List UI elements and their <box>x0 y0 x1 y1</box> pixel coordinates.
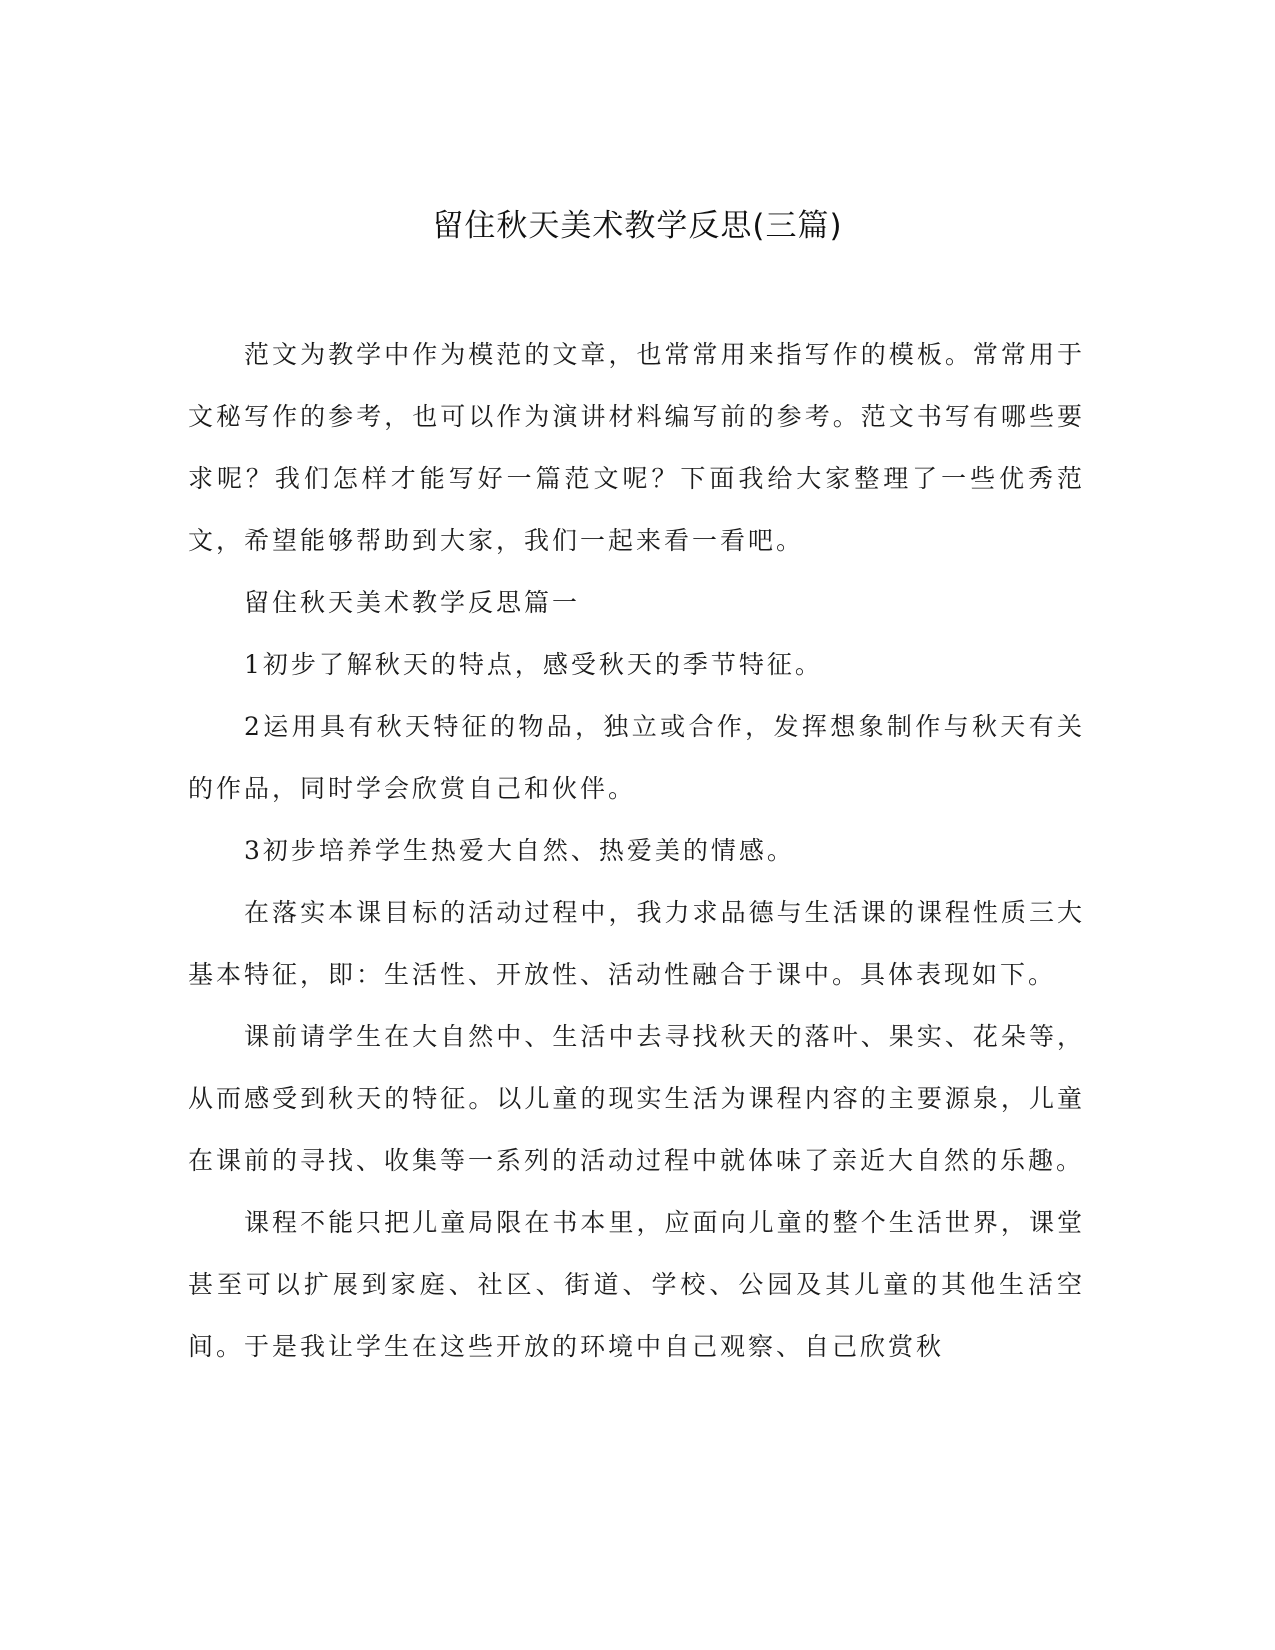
body-paragraph: 在落实本课目标的活动过程中，我力求品德与生活课的课程性质三大基本特征，即：生活性、开放性、活动性融合于课中。具体表现如下。 <box>188 898 1085 989</box>
document-body <box>188 324 1085 1378</box>
body-paragraph: 课程不能只把儿童局限在书本里，应面向儿童的整个生活世界，课堂甚至可以扩展到家庭、社区、街道、学校、公园及其儿童的其他生活空间。于是我让学生在这些开放的环境中自己观察、自己欣赏秋 <box>188 1208 1085 1361</box>
intro-paragraph: 范文为教学中作为模范的文章，也常常用来指写作的模板。常常用于文秘写作的参考，也可以作为演讲材料编写前的参考。范文书写有哪些要求呢？我们怎样才能写好一篇范文呢？下面我给大家整理了一些优秀范文，希望能够帮助到大家，我们一起来看一看吧。 <box>188 340 1085 555</box>
section-heading: 留住秋天美术教学反思篇一 <box>244 588 581 617</box>
goal-item-2: 2运用具有秋天特征的物品，独立或合作，发挥想象制作与秋天有关的作品，同时学会欣赏自己和伙伴。 <box>188 712 1085 803</box>
goal-item-1: 1初步了解秋天的特点，感受秋天的季节特征。 <box>244 650 823 679</box>
document-title: 留住秋天美术教学反思(三篇) <box>432 208 843 244</box>
body-paragraph: 课前请学生在大自然中、生活中去寻找秋天的落叶、果实、花朵等，从而感受到秋天的特征。以儿童的现实生活为课程内容的主要源泉，儿童在课前的寻找、收集等一系列的活动过程中就体味了亲近大自然的乐趣。 <box>188 1022 1085 1175</box>
goal-item-3: 3初步培养学生热爱大自然、热爱美的情感。 <box>244 836 795 865</box>
